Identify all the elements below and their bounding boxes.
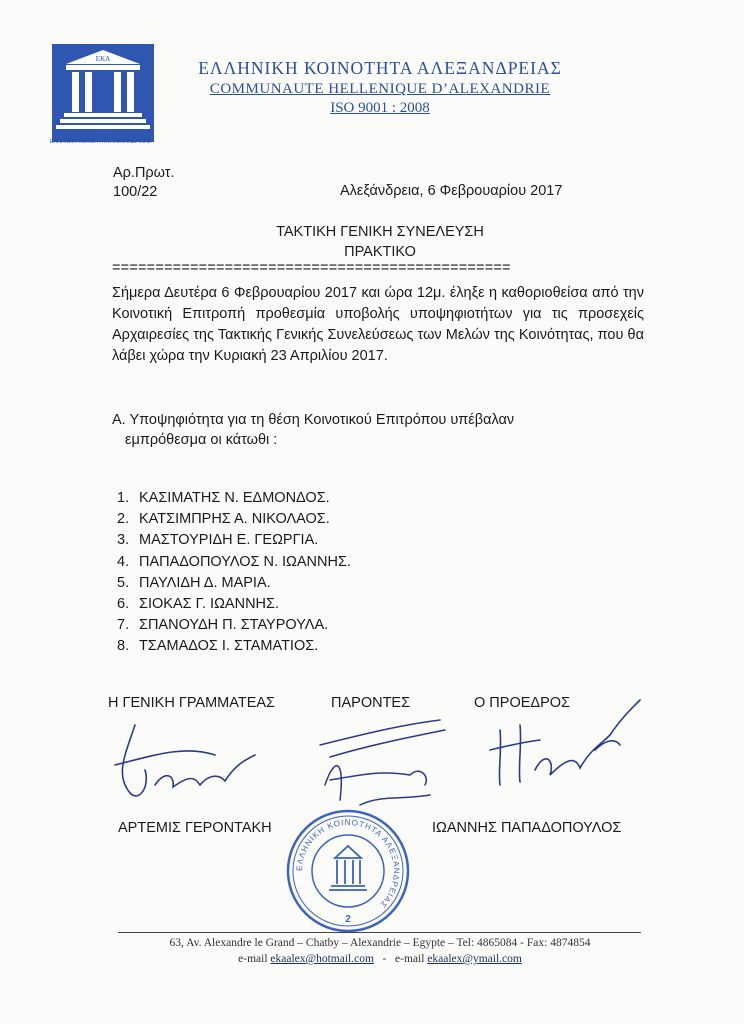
svg-text:2: 2 bbox=[345, 914, 351, 925]
date-line: Αλεξάνδρεια, 6 Φεβρουαρίου 2017 bbox=[340, 183, 563, 199]
protocol-label: Αρ.Πρωτ. bbox=[113, 165, 175, 181]
secretary-role: Η ΓΕΝΙΚΗ ΓΡΑΜΜΑΤΕΑΣ bbox=[108, 695, 275, 711]
list-item bbox=[117, 636, 351, 657]
candidate-name: ΚΑΤΣΙΜΠΡΗΣ Α. ΝΙΚΟΛΑΟΣ. bbox=[139, 511, 330, 528]
candidate-name: ΚΑΣΙΜΑΤΗΣ Ν. ΕΔΜΟΝΔΟΣ. bbox=[139, 490, 330, 506]
present-signature bbox=[300, 715, 450, 815]
body-paragraph: Σήμερα Δευτέρα 6 Φεβρουαρίου 2017 και ώρα 12μ. έληξε η καθοριοθείσα από την Κοινοτική Επιτροπή προθεσμία υποβολής υποψηφιοτήτων για τις προσεχείς Αρχαιρεσίες της Τακτικής Γενικής Συνελεύσεως των Μελών της Κοινότητας, που θα λάβει χώρα την Κυριακή 23 Απριλίου 2017. bbox=[112, 285, 644, 364]
org-name-greek: ΕΛΛΗΝΙΚΗ ΚΟΙΝΟΤΗΤΑ ΑΛΕΞΑΝΔΡΕΙΑΣ bbox=[198, 58, 562, 78]
footer bbox=[110, 935, 650, 967]
list-item bbox=[117, 615, 351, 636]
email-label: e-mail bbox=[395, 953, 425, 965]
list-item bbox=[117, 552, 351, 573]
section-a-continuation: εμπρόθεσμα οι κάτωθι : bbox=[125, 432, 278, 448]
community-logo bbox=[52, 44, 154, 142]
item-number: 5. bbox=[117, 574, 130, 591]
letterhead bbox=[180, 58, 580, 117]
candidate-name: ΣΠΑΝΟΥΔΗ Π. ΣΤΑΥΡΟΥΛΑ. bbox=[139, 617, 329, 634]
email-link-ymail[interactable]: ekaalex@ymail.com bbox=[427, 953, 522, 965]
title-line-2: ΠΡΑΚΤΙΚΟ bbox=[344, 244, 416, 260]
section-a-heading: Α. Υποψηφιότητα για τη θέση Κοινοτικού Επιτρόπου υπέβαλαν bbox=[112, 412, 515, 428]
official-stamp bbox=[285, 808, 411, 934]
footer-separator: - bbox=[382, 953, 387, 965]
footer-divider bbox=[118, 932, 641, 933]
president-signature bbox=[480, 690, 650, 800]
item-number: 4. bbox=[117, 553, 130, 570]
list-item bbox=[117, 509, 351, 530]
svg-text:ΕΛΛΗΝΙΚΗ ΚΟΙΝΟΤΗΤΑ ΑΛΕΞΑΝΔΡΕΙΑ: ΕΛΛΗΝΙΚΗ ΚΟΙΝΟΤΗΤΑ ΑΛΕΞΑΝΔΡΕΙΑΣ bbox=[294, 817, 402, 910]
iso-certification: ISO 9001 : 2008 bbox=[330, 100, 430, 116]
title-rule: ============================================== bbox=[112, 260, 511, 276]
logo-caption: ΕΛΛΗΝΙΚΗ ΚΟΙΝΟΤΗΤΑ ΑΛΕΞΑΝΔΡΕΙΑΣ bbox=[50, 139, 151, 145]
candidate-name: ΜΑΣΤΟΥΡΙΔΗ Ε. ΓΕΩΡΓΙΑ. bbox=[139, 532, 319, 549]
candidate-name: ΠΑΥΛΙΔΗ Δ. ΜΑΡΙΑ. bbox=[139, 574, 271, 591]
footer-contacts bbox=[110, 951, 650, 967]
email-label: e-mail bbox=[238, 953, 268, 965]
footer-address: 63, Av. Alexandre le Grand – Chatby – Alexandrie – Egypte – Tel: 4865084 - Fax: 4874854 bbox=[169, 937, 591, 949]
org-name-french: COMMUNAUTE HELLENIQUE D’ALEXANDRIE bbox=[209, 81, 551, 97]
svg-text:ΕΚΑ: ΕΚΑ bbox=[95, 55, 111, 63]
list-item bbox=[117, 530, 351, 551]
item-number: 2. bbox=[117, 511, 130, 528]
list-item bbox=[117, 573, 351, 594]
secretary-signature bbox=[95, 715, 265, 810]
item-number: 6. bbox=[117, 596, 130, 613]
protocol-number: 100/22 bbox=[113, 184, 158, 200]
item-number: 8. bbox=[117, 638, 130, 655]
protocol-reference bbox=[113, 164, 175, 202]
secretary-name: ΑΡΤΕΜΙΣ ΓΕΡΟΝΤΑΚΗ bbox=[118, 820, 272, 836]
list-item bbox=[117, 594, 351, 615]
president-role: Ο ΠΡΟΕΔΡΟΣ bbox=[474, 695, 570, 711]
item-number: 7. bbox=[117, 617, 130, 634]
section-a bbox=[112, 410, 644, 450]
email-link-hotmail[interactable]: ekaalex@hotmail.com bbox=[270, 953, 374, 965]
item-number: 1. bbox=[117, 490, 130, 506]
title-line-1: ΤΑΚΤΙΚΗ ΓΕΝΙΚΗ ΣΥΝΕΛΕΥΣΗ bbox=[276, 224, 484, 240]
present-role: ΠΑΡΟΝΤΕΣ bbox=[331, 695, 411, 711]
list-item bbox=[117, 488, 351, 509]
president-name: ΙΩΑΝΝΗΣ ΠΑΠΑΔΟΠΟΥΛΟΣ bbox=[432, 820, 622, 836]
candidate-name: ΣΙΟΚΑΣ Γ. ΙΩΑΝΝΗΣ. bbox=[139, 596, 280, 613]
candidate-name: ΤΣΑΜΑΔΟΣ Ι. ΣΤΑΜΑΤΙΟΣ. bbox=[139, 638, 319, 655]
document-title bbox=[110, 222, 650, 262]
candidate-list bbox=[117, 488, 351, 658]
item-number: 3. bbox=[117, 532, 130, 549]
candidate-name: ΠΑΠΑΔΟΠΟΥΛΟΣ Ν. ΙΩΑΝΝΗΣ. bbox=[139, 553, 351, 570]
